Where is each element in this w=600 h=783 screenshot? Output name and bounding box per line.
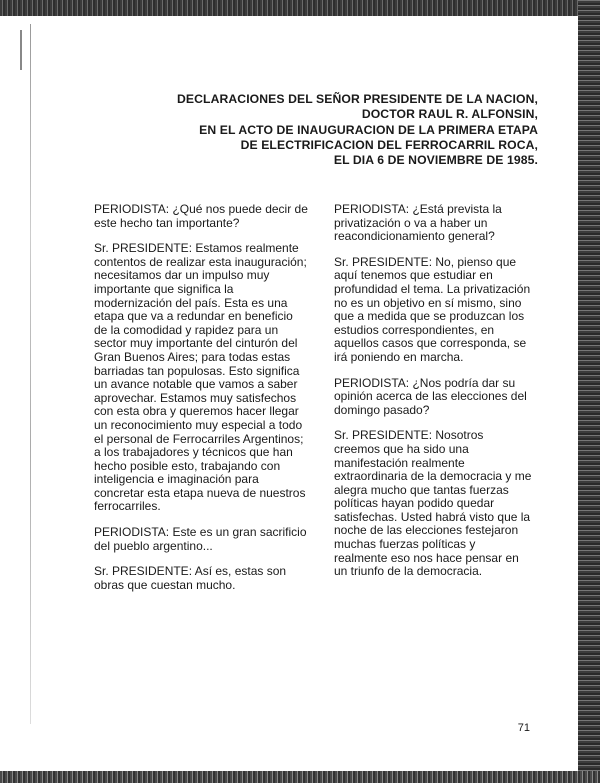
heading-line: EL DIA 6 DE NOVIEMBRE DE 1985. [333,153,538,168]
interview-paragraph: Sr. PRESIDENTE: Estamos realmente contentos de realizar esta inauguración; necesitamos dar un impulso muy importante que significa la modernización del país. Esta es una etapa que va a redundar en beneficio de la comodidad y rapidez para un sector muy importante del cinturón del Gran Buenos Aires; para todas estas barriadas tan populosas. Esto significa un avance notable que vamos a saber aprovechar. Estamos muy satisfechos con esta obra y queremos hacer llegar un reconocimiento muy especial a todo el personal de Ferrocarriles Argentinos; a los trabajadores y técnicos que han hecho posible esto, trabajando con inteligencia e imaginación para concretar esta etapa nueva de nuestros ferrocarriles. [94,241,307,514]
scan-margin-line [30,24,31,724]
page-number: 71 [517,722,530,734]
left-column [94,203,309,604]
interview-paragraph: PERIODISTA: ¿Está prevista la privatización o va a haber un reacondicionamiento general? [334,202,502,244]
document-heading [138,92,538,168]
interview-paragraph: PERIODISTA: Este es un gran sacrificio del pueblo argentino... [94,525,307,553]
heading-line: DECLARACIONES DEL SEÑOR PRESIDENTE DE LA NACION, [177,92,538,106]
interview-paragraph: Sr. PRESIDENTE: No, pienso que aquí tenemos que estudiar en profundidad el tema. La privatización no es un objetivo en sí mismo, sino que a medida que se produzcan los estudios correspondientes, en aquellos casos que corresponda, se irá poniendo en marcha. [334,254,531,364]
right-column [334,203,532,591]
interview-paragraph: Sr. PRESIDENTE: Así es, estas son obras que cuestan mucho. [94,564,287,592]
heading-line: EN EL ACTO DE INAUGURACION DE LA PRIMERA ETAPA [199,122,538,137]
scan-margin-mark [20,30,22,70]
interview-paragraph: Sr. PRESIDENTE: Nosotros creemos que ha sido una manifestación realmente extraordinaria de la democracia y me alegra mucho que tantas fuerzas políticas hayan podido quedar satisfechas. Usted habrá visto que la noche de las elecciones festejaron muchas fuerzas políticas y realmente eso nos hace pensar en un triunfo de la democracia. [334,428,532,579]
heading-line: DOCTOR RAUL R. ALFONSIN, [361,107,538,122]
heading-line: DE ELECTRIFICACION DEL FERROCARRIL ROCA, [240,137,538,152]
scan-edge-right [578,0,600,783]
interview-paragraph: PERIODISTA: ¿Nos podría dar su opinión acerca de las elecciones del domingo pasado? [334,375,527,417]
scan-edge-top [0,0,600,16]
interview-paragraph: PERIODISTA: ¿Qué nos puede decir de este hecho tan importante? [94,202,308,230]
scan-edge-bottom [0,771,600,783]
